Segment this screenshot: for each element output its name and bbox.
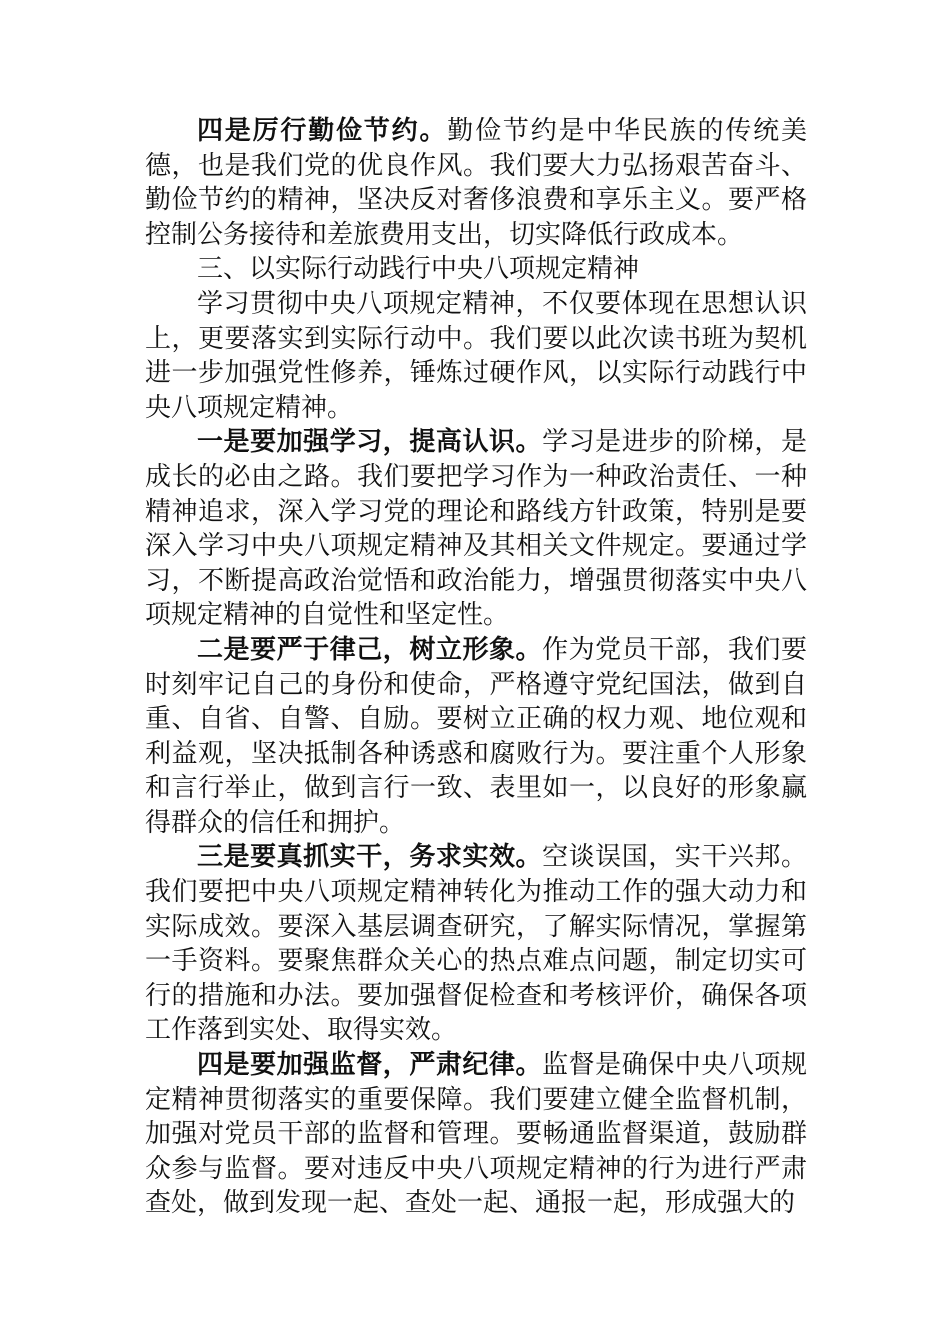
paragraph-text: 作为党员干部，我们要时刻牢记自己的身份和使命，严格遵守党纪国法，做到自重、自省、自警、自励。要树立正确的权力观、地位观和利益观，坚决抵制各种诱惑和腐败行为。要注重个人形象和言行举止，做到言行一致、表里如一，以良好的形象赢得群众的信任和拥护。 bbox=[145, 634, 807, 838]
paragraph-study bbox=[145, 425, 807, 633]
paragraph-lead: 四是要加强监督，严肃纪律。 bbox=[197, 1050, 543, 1081]
paragraph-text: 空谈误国，实干兴邦。我们要把中央八项规定精神转化为推动工作的强大动力和实际成效。要深入基层调查研究，了解实际情况，掌握第一手资料。要聚焦群众关心的热点难点问题，制定切实可行的措施和办法。要加强督促检查和考核评价，确保各项工作落到实处、取得实效。 bbox=[145, 842, 807, 1046]
paragraph-lead: 二是要严于律己，树立形象。 bbox=[197, 634, 543, 665]
section-heading bbox=[145, 252, 807, 287]
paragraph-text: 监督是确保中央八项规定精神贯彻落实的重要保障。我们要建立健全监督机制，加强对党员干部的监督和管理。要畅通监督渠道，鼓励群众参与监督。要对违反中央八项规定精神的行为进行严肃查处，做到发现一起、查处一起、通报一起，形成强大的 bbox=[145, 1050, 807, 1219]
paragraph-frugality bbox=[145, 114, 807, 252]
document-page bbox=[145, 114, 807, 1221]
paragraph-lead: 四是厉行勤俭节约。 bbox=[197, 116, 448, 146]
paragraph-text: 学习是进步的阶梯，是成长的必由之路。我们要把学习作为一种政治责任、一种精神追求，深入学习党的理论和路线方针政策，特别是要深入学习中央八项规定精神及其相关文件规定。要通过学习，不断提高政治觉悟和政治能力，增强贯彻落实中央八项规定精神的自觉性和坚定性。 bbox=[145, 427, 807, 631]
paragraph-practical-work bbox=[145, 840, 807, 1048]
paragraph-lead: 一是要加强学习，提高认识。 bbox=[197, 427, 543, 458]
section-heading-text: 三、以实际行动践行中央八项规定精神 bbox=[197, 254, 640, 285]
paragraph-text: 勤俭节约是中华民族的传统美德，也是我们党的优良作风。我们要大力弘扬艰苦奋斗、勤俭节约的精神，坚决反对奢侈浪费和享乐主义。要严格控制公务接待和差旅费用支出，切实降低行政成本。 bbox=[145, 116, 807, 250]
paragraph-text: 学习贯彻中央八项规定精神，不仅要体现在思想认识上，更要落实到实际行动中。我们要以此次读书班为契机进一步加强党性修养，锤炼过硬作风，以实际行动践行中央八项规定精神。 bbox=[145, 288, 807, 423]
paragraph-lead: 三是要真抓实干，务求实效。 bbox=[197, 842, 543, 873]
paragraph-intro bbox=[145, 287, 807, 425]
paragraph-self-discipline bbox=[145, 633, 807, 841]
paragraph-supervision bbox=[145, 1048, 807, 1221]
